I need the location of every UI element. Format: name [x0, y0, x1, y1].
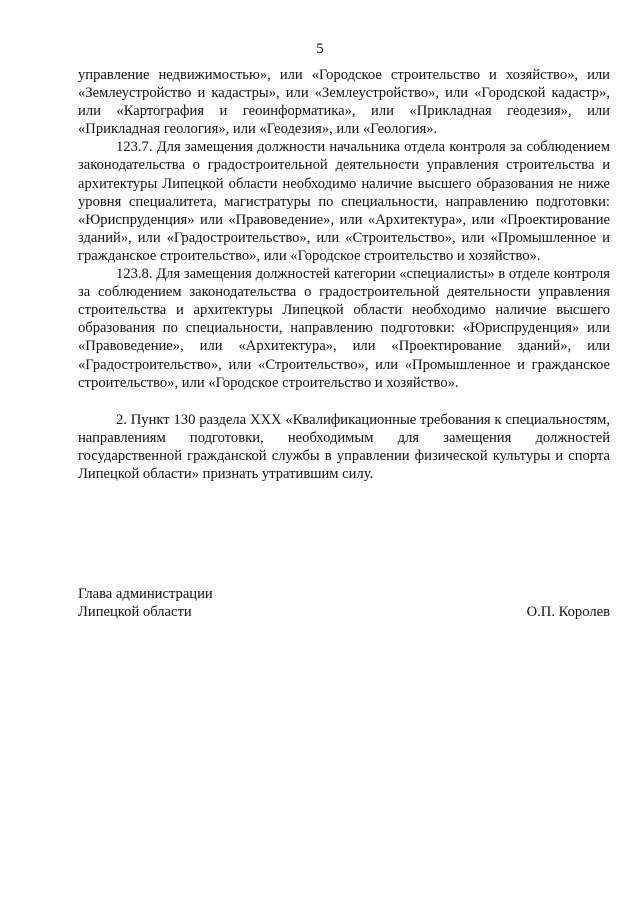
page-number: 5: [316, 41, 324, 57]
signature-title-line2: Липецкой области: [78, 604, 192, 621]
paragraph-123-8: 123.8. Для замещения должностей категории «специалисты» в отделе контроля за соблюдением законодательства о градостроительной деятельности управления строительства и архитектуры Липецкой области необходимо наличие высшего образования по специальности, направлению подготовки: «Юриспруденция» или «Правоведение», или «Архитектура», или «Проектирование зданий», или «Градостроительство», или «Строительство», или «Промышленное и гражданское строительство», или «Городское строительство и хозяйство».: [78, 266, 610, 391]
paragraph-123-7: 123.7. Для замещения должности начальника отдела контроля за соблюдением законодательства о градостроительной деятельности управления строительства и архитектуры Липецкой области необходимо наличие высшего образования не ниже уровня специалитета, магистратуры по специальности, направлению подготовки: «Юриспруденция» или «Правоведение», или «Архитектура», или «Проектирование зданий», или «Градостроительство», или «Строительство», или «Промышленное и гражданское строительство», или «Городское строительство и хозяйство».: [78, 139, 610, 264]
signatory-name: О.П. Королев: [526, 604, 610, 621]
paragraph-item-2: 2. Пункт 130 раздела XXX «Квалификационные требования к специальностям, направлениям подготовки, необходимым для замещения должностей государственной гражданской службы в управлении физической культуры и спорта Липецкой области» признать утратившим силу.: [78, 411, 610, 482]
signature-block: [78, 585, 610, 621]
signature-row: [78, 603, 610, 621]
signature-title-line1: Глава администрации: [78, 586, 213, 602]
paragraph-continuation: управление недвижимостью», или «Городское строительство и хозяйство», или «Землеустройство и кадастры», или «Землеустройство», или «Городской кадастр», или «Картография и геоинформатика», или «Прикладная геодезия», или «Прикладная геология», или «Геодезия», или «Геология».: [78, 67, 610, 138]
document-body: [78, 66, 610, 483]
